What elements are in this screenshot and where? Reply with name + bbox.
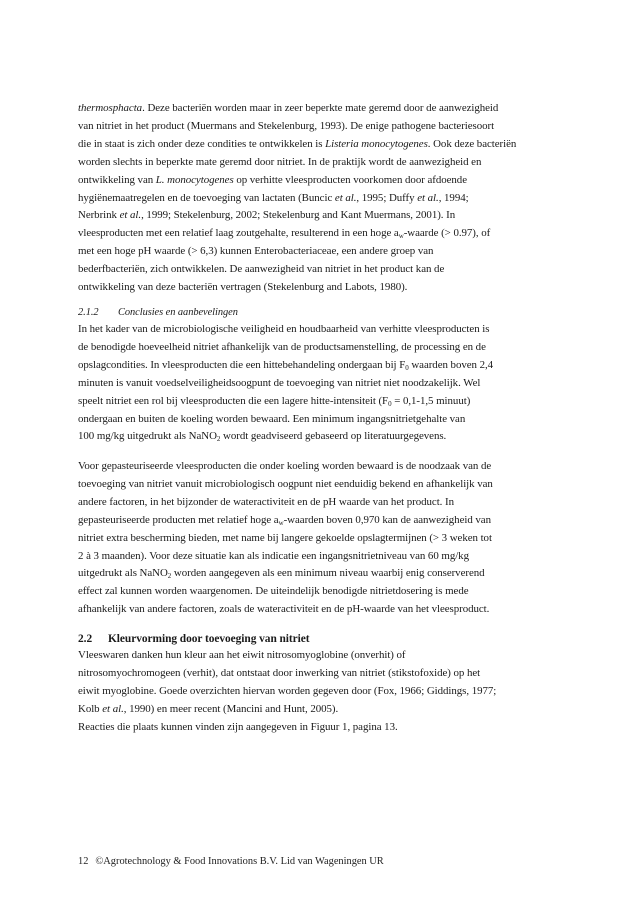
text-line: toevoeging van nitriet vanuit microbiologisch oogpunt niet eenduidig bekend en afhankelijk van [78, 477, 493, 490]
text-line: ondergaan en buiten de koeling worden bewaard. Een minimum ingangsnitrietgehalte van [78, 412, 466, 425]
subheading-number: 2.1.2 [78, 307, 99, 318]
page-number: 12 [78, 856, 89, 867]
paragraph-reactions [78, 719, 562, 737]
paragraph-color-formation [78, 647, 562, 719]
text-line: met een hoge pH waarde (> 6,3) kunnen Enterobacteriaceae, een andere groep van [78, 245, 434, 258]
text-line: andere factoren, in het bijzonder de wateractiviteit en de pH waarde van het product. In [78, 495, 454, 508]
paragraph-conclusions [78, 321, 562, 446]
subheading-title: Conclusies en aanbevelingen [118, 307, 238, 318]
footer-text: ©Agrotechnology & Food Innovations B.V. Lid van Wageningen UR [95, 856, 384, 867]
text-line: speelt nitriet een rol bij vleesproducten die een lagere hitte-intensiteit ($F_0 = 0,1-1,5$ minuut) [78, 394, 471, 408]
text-line: ontwikkeling van deze bacteriën vertragen (Stekelenburg and Labots, 1980). [78, 281, 408, 294]
text-line: van nitriet in het product (Muermans and Stekelenburg, 1993). De enige pathogene bacteriesoort [78, 119, 495, 132]
text-line: uitgedrukt als NaNO$_2$ worden aangegeven als een minimum niveau waarbij enig conserverend [78, 567, 485, 581]
text-line: Vleeswaren danken hun kleur aan het eiwit nitrosomyoglobine (onverhit) of [78, 649, 406, 661]
text-line: thermosphacta. Deze bacteriën worden maar in zeer beperkte mate geremd door de aanwezigheid [78, 102, 499, 114]
text-line: Reacties die plaats kunnen vinden zijn aangegeven in Figuur 1, pagina 13. [78, 721, 398, 733]
text-line: ontwikkeling van L. monocytogenes op verhitte vleesproducten voorkomen door afdoende [78, 173, 467, 186]
paragraph-pasteurised [78, 458, 562, 619]
text-line: Kolb et al., 1990) en meer recent (Mancini and Hunt, 2005). [78, 702, 339, 715]
text-line: Voor gepasteuriseerde vleesproducten die onder koeling worden bewaard is de noodzaak van de [78, 460, 492, 472]
text-line: minuten is vanuit voedselveiligheidsoogpunt de toevoeging van nitriet niet noodzakelijk. Wel [78, 376, 481, 389]
text-line: 100 mg/kg uitgedrukt als NaNO$_2$ wordt geadviseerd gebaseerd op literatuurgegevens. [78, 430, 447, 444]
heading-title: Kleurvorming door toevoeging van nitriet [108, 633, 310, 645]
page-footer [78, 856, 384, 867]
text-line: nitriet extra bescherming bieden, met name bij langere gekoelde opslagtermijnen (> 3 weken tot [78, 531, 492, 544]
text-line: hygiënemaatregelen en de toevoeging van lactaten (Buncic et al., 1995; Duffy et al., 1994; [78, 191, 469, 204]
heading-number: 2.2 [78, 633, 93, 645]
text-line: Nerbrink et al., 1999; Stekelenburg, 2002; Stekelenburg and Kant Muermans, 2001). In [78, 209, 456, 222]
text-line: 2 à 3 maanden). Voor deze situatie kan als indicatie een ingangsnitrietniveau van 60 mg/kg [78, 549, 469, 562]
text-line: vleesproducten met een relatief laag zoutgehalte, resulterend in een hoge $a_w$-waarde (> 0.97), of [78, 227, 491, 241]
text-line: afhankelijk van andere factoren, zoals de wateractiviteit en de pH-waarde van het vleesproduct. [78, 603, 490, 616]
text-line: worden slechts in beperkte mate geremd door nitriet. In de praktijk wordt de aanwezigheid en [78, 155, 482, 168]
text-line: In het kader van de microbiologische veiligheid en houdbaarheid van verhitte vleesproducten is [78, 323, 490, 335]
text-line: eiwit myoglobine. Goede overzichten hiervan worden gegeven door (Fox, 1966; Giddings, 1977; [78, 684, 497, 697]
text-line: die in staat is zich onder deze condities te ontwikkelen is Listeria monocytogenes. Ook deze bacteriën [78, 137, 517, 150]
text-line: bederfbacteriën, zich ontwikkelen. De aanwezigheid van nitriet in het product kan de [78, 263, 445, 276]
paragraph-intro [78, 100, 562, 297]
text-line: gepasteuriseerde producten met relatief hoge $a_w$-waarden boven 0,970 kan de aanwezigheid van [78, 513, 491, 527]
text-line: opslagcondities. In vleesproducten die een hittebehandeling ondergaan bij $F_0$ waarden boven 2,4 [78, 358, 494, 372]
subheading-conclusions [78, 304, 562, 322]
text-line: de benodigde hoeveelheid nitriet afhankelijk van de productsamenstelling, de processing en de [78, 340, 486, 353]
text-line: nitrosomyochromogeen (verhit), dat ontstaat door inwerking van nitriet (stikstofoxide) op het [78, 666, 481, 679]
text-line: effect zal kunnen worden waargenomen. De uiteindelijk benodigde nitrietdosering is mede [78, 585, 469, 598]
